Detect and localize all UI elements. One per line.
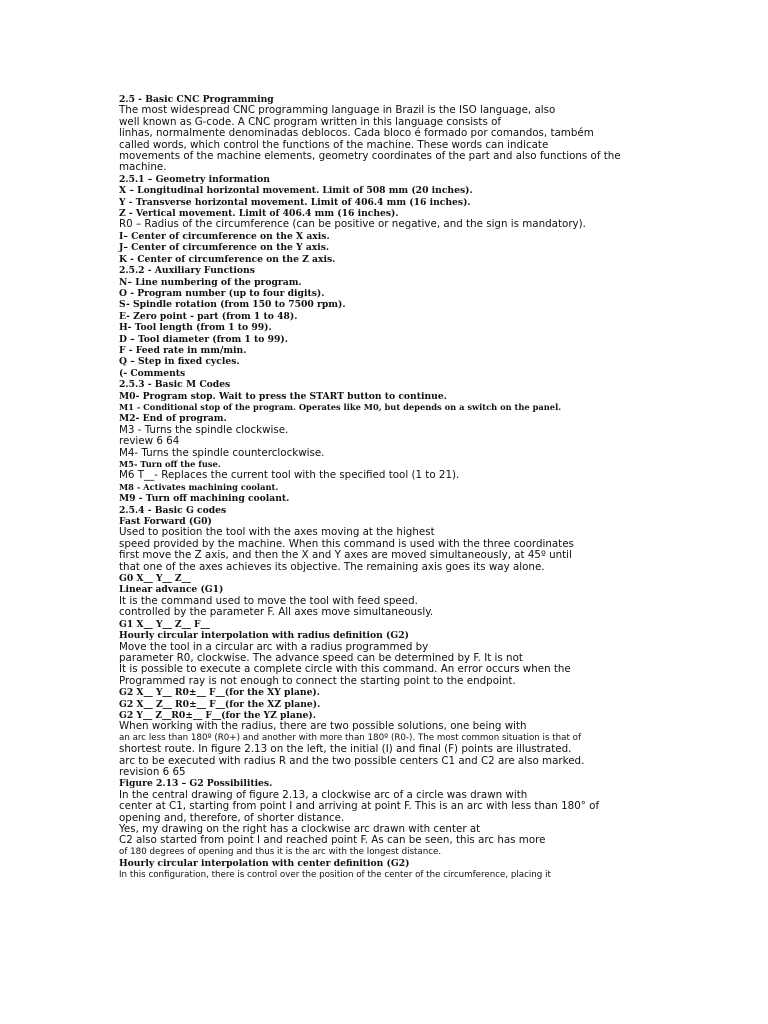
bold-text-line: H- Tool length (from 1 to 99). xyxy=(119,322,272,334)
text-line: well known as G-code. A CNC program written in this language consists of xyxy=(119,115,502,128)
text-line: called words, which control the functions of the machine. These words can indicate xyxy=(119,138,549,151)
text-line: first move the Z axis, and then the X and Y axes are moved simultaneously, at 45º until xyxy=(119,549,572,562)
text-line: an arc less than 180º (R0+) and another with more than 180º (R0-). The most common situation is that of xyxy=(119,732,582,743)
bold-text-line: 2.5 - Basic CNC Programming xyxy=(119,94,274,105)
bold-text-line: D – Tool diameter (from 1 to 99). xyxy=(119,333,288,345)
bold-text-line: M8 - Activates machining coolant. xyxy=(119,481,279,492)
bold-text-line: (- Comments xyxy=(119,367,186,379)
document-body xyxy=(119,94,739,881)
bold-text-line: Hourly circular interpolation with center definition (G2) xyxy=(119,858,410,870)
bold-text-line: X – Longitudinal horizontal movement. Limit of 508 mm (20 inches). xyxy=(119,185,473,197)
bold-text-line: M9 - Turn off machining coolant. xyxy=(119,493,290,505)
bold-text-line: M5- Turn off the fuse. xyxy=(119,459,221,469)
bold-text-line: 2.5.4 - Basic G codes xyxy=(119,504,227,516)
bold-text-line: N– Line numbering of the program. xyxy=(119,276,302,288)
bold-text-line: S- Spindle rotation (from 150 to 7500 rpm). xyxy=(119,299,346,311)
text-line: linhas, normalmente denominadas deblocos. Cada bloco é formado por comandos, também xyxy=(119,127,594,140)
bold-text-line: Q – Step in fixed cycles. xyxy=(119,356,240,368)
text-line: Move the tool in a circular arc with a radius programmed by xyxy=(119,640,429,653)
bold-text-line: K - Center of circumference on the Z axis. xyxy=(119,253,336,265)
text-line: arc to be executed with radius R and the two possible centers C1 and C2 are also marked. xyxy=(119,754,585,767)
text-line: Yes, my drawing on the right has a clockwise arc drawn with center at xyxy=(119,823,481,835)
text-line: machine. xyxy=(119,161,167,174)
text-line: parameter R0, clockwise. The advance speed can be determined by F. It is not xyxy=(119,651,523,664)
text-line: center at C1, starting from point I and arriving at point F. This is an arc with less than 180° of xyxy=(119,800,600,813)
bold-text-line: O - Program number (up to four digits). xyxy=(119,287,325,299)
text-line: that one of the axes achieves its objective. The remaining axis goes its way alone. xyxy=(119,560,545,573)
bold-text-line: Fast Forward (G0) xyxy=(119,516,212,528)
bold-text-line: G1 X__ Y__ Z__ F__ xyxy=(119,618,210,630)
bold-text-line: M2- End of program. xyxy=(119,413,227,425)
bold-text-line: 2.5.1 – Geometry information xyxy=(119,173,270,185)
bold-text-line: G2 X__ Z__ R0±__ F__(for the XZ plane). xyxy=(119,698,321,710)
text-line: speed provided by the machine. When this command is used with the three coordinates xyxy=(119,537,574,550)
bold-text-line: E- Zero point - part (from 1 to 48). xyxy=(119,310,298,322)
text-line: C2 also started from point I and reached point F. As can be seen, this arc has more xyxy=(119,834,546,847)
bold-text-line: 2.5.3 - Basic M Codes xyxy=(119,379,231,391)
text-line: Programmed ray is not enough to connect the starting point to the endpoint. xyxy=(119,674,516,687)
bold-text-line: I– Center of circumference on the X axis. xyxy=(119,230,330,242)
text-line: Used to position the tool with the axes moving at the highest xyxy=(119,526,435,539)
bold-text-line: Z - Vertical movement. Limit of 406.4 mm (16 inches). xyxy=(119,208,399,220)
bold-text-line: Hourly circular interpolation with radius definition (G2) xyxy=(119,630,409,642)
text-line: When working with the radius, there are two possible solutions, one being with xyxy=(119,720,527,733)
text-line: R0 – Radius of the circumference (can be positive or negative, and the sign is mandatory). xyxy=(119,218,586,231)
text-line: movements of the machine elements, geometry coordinates of the part and also functions of the xyxy=(119,150,621,163)
text-line: M3 - Turns the spindle clockwise. xyxy=(119,423,289,436)
bold-text-line: G2 Y__ Z__R0±__ F__(for the YZ plane). xyxy=(119,709,316,721)
text-line: controlled by the parameter F. All axes move simultaneously. xyxy=(119,606,434,619)
text-line: of 180 degrees of opening and thus it is the arc with the longest distance. xyxy=(119,846,442,857)
bold-text-line: Linear advance (G1) xyxy=(119,584,224,596)
bold-text-line: G2 X__ Y__ R0±__ F__(for the XY plane). xyxy=(119,687,320,699)
text-line: M4- Turns the spindle counterclockwise. xyxy=(119,446,325,459)
bold-text-line: 2.5.2 - Auxiliary Functions xyxy=(119,265,255,277)
text-line: In the central drawing of figure 2.13, a clockwise arc of a circle was drawn with xyxy=(119,788,528,801)
text-line: opening and, therefore, of shorter distance. xyxy=(119,811,345,824)
text-line: revision 6 65 xyxy=(119,765,186,778)
text-line: It is the command used to move the tool with feed speed. xyxy=(119,594,418,607)
bold-text-line: Figure 2.13 – G2 Possibilities. xyxy=(119,778,273,790)
bold-text-line: F - Feed rate in mm/min. xyxy=(119,344,247,356)
bold-text-line: M0- Program stop. Wait to press the START button to continue. xyxy=(119,390,447,402)
text-line: It is possible to execute a complete circle with this command. An error occurs when the xyxy=(119,663,571,676)
text-line: shortest route. In figure 2.13 on the left, the initial (I) and final (F) points are illustrated. xyxy=(119,743,572,756)
text-line: The most widespread CNC programming language in Brazil is the ISO language, also xyxy=(119,104,556,117)
text-line: review 6 64 xyxy=(119,435,180,448)
text-line: In this configuration, there is control over the position of the center of the circumference, placing it xyxy=(119,869,551,880)
bold-text-line: M1 - Conditional stop of the program. Operates like M0, but depends on a switch on the panel. xyxy=(119,401,562,412)
text-line: M6 T__- Replaces the current tool with the specified tool (1 to 21). xyxy=(119,469,460,482)
bold-text-line: J– Center of circumference on the Y axis. xyxy=(119,242,330,254)
bold-text-line: Y - Transverse horizontal movement. Limit of 406.4 mm (16 inches). xyxy=(119,196,471,208)
bold-text-line: G0 X__ Y__ Z__ xyxy=(119,573,191,585)
